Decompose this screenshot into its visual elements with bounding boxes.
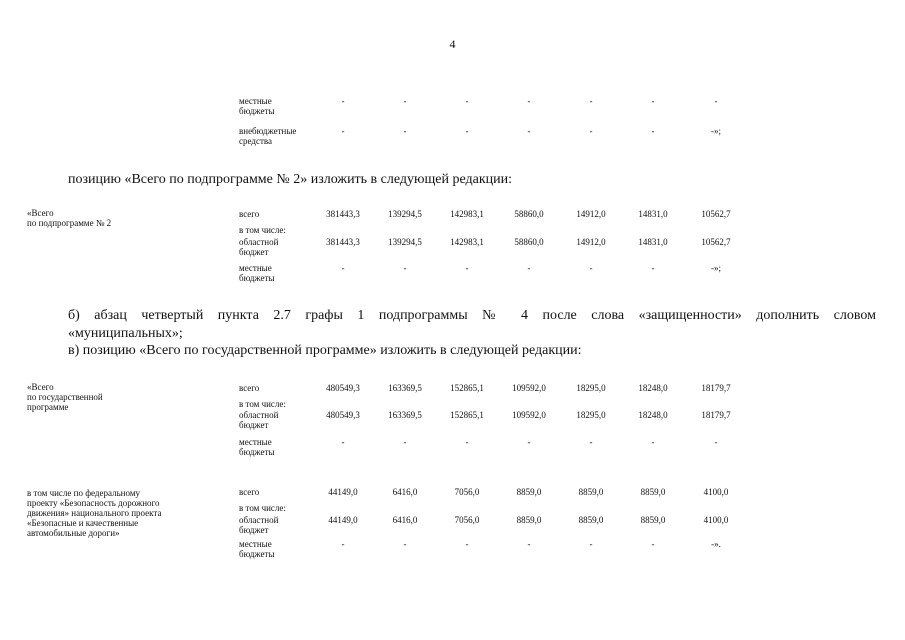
block1-cell: 142983,1 bbox=[450, 209, 484, 219]
block3-cell: 4100,0 bbox=[703, 487, 729, 497]
block1-cell: 14831,0 bbox=[638, 209, 668, 219]
block0-cell: -»; bbox=[711, 126, 721, 136]
block1-cell: 58860,0 bbox=[514, 209, 544, 219]
block0-cell: - bbox=[403, 96, 407, 106]
block2-row-label: местные бюджеты bbox=[239, 437, 275, 457]
block1-cell: 381443,3 bbox=[326, 209, 360, 219]
block2-cell: 152865,1 bbox=[450, 410, 484, 420]
block2-cell: 480549,3 bbox=[326, 410, 360, 420]
block1-cell: 139294,5 bbox=[388, 209, 422, 219]
block1-cell: 142983,1 bbox=[450, 237, 484, 247]
block2-cell: - bbox=[527, 437, 531, 447]
block0-cell: - bbox=[589, 126, 593, 136]
block0-cell: - bbox=[465, 96, 469, 106]
block2-cell: - bbox=[403, 437, 407, 447]
block3-cell: 44149,0 bbox=[328, 487, 358, 497]
block0-cell: - bbox=[341, 126, 345, 136]
block2-cell: 18295,0 bbox=[576, 410, 606, 420]
block1-cell: 10562,7 bbox=[701, 237, 731, 247]
block2-cell: 18179,7 bbox=[701, 383, 731, 393]
block1-cell: 10562,7 bbox=[701, 209, 731, 219]
block3-cell: 7056,0 bbox=[454, 487, 480, 497]
block2-cell: 163369,5 bbox=[388, 410, 422, 420]
block2-cell: 18179,7 bbox=[701, 410, 731, 420]
block3-cell: 4100,0 bbox=[703, 515, 729, 525]
block2-row-label: областной бюджет bbox=[239, 410, 279, 430]
block2-cell: 480549,3 bbox=[326, 383, 360, 393]
block3-cell: - bbox=[465, 539, 469, 549]
block3-row-label: в том числе: bbox=[239, 503, 286, 513]
block0-cell: - bbox=[465, 126, 469, 136]
block3-cell: -». bbox=[711, 539, 721, 549]
block2-cell: - bbox=[714, 437, 718, 447]
block0-cell: - bbox=[589, 96, 593, 106]
block3-cell: 6416,0 bbox=[392, 487, 418, 497]
block1-row-label: областной бюджет bbox=[239, 237, 279, 257]
block3-cell: - bbox=[341, 539, 345, 549]
paragraph-b-line1: б) абзац четвертый пункта 2.7 графы 1 подпрограммы № 4 после слова «защищенности» дополнить словом bbox=[68, 308, 876, 323]
block3-cell: 8859,0 bbox=[516, 515, 542, 525]
page-number: 4 bbox=[449, 37, 456, 51]
block1-cell: 14912,0 bbox=[576, 209, 606, 219]
block0-row-label: внебюджетные средства bbox=[239, 126, 297, 146]
block1-cell: 381443,3 bbox=[326, 237, 360, 247]
block1-row-label: всего bbox=[239, 209, 260, 219]
block1-title: «Всего по подпрограмме № 2 bbox=[27, 208, 112, 228]
paragraph-subprogram-2: позицию «Всего по подпрограмме № 2» изложить в следующей редакции: bbox=[68, 172, 513, 187]
block3-cell: - bbox=[589, 539, 593, 549]
block3-cell: 8859,0 bbox=[516, 487, 542, 497]
block3-row-label: всего bbox=[239, 487, 260, 497]
paragraph-v: в) позицию «Всего по государственной программе» изложить в следующей редакции: bbox=[68, 343, 582, 358]
block0-cell: - bbox=[341, 96, 345, 106]
block2-cell: 18248,0 bbox=[638, 383, 668, 393]
block1-cell: - bbox=[403, 263, 407, 273]
block2-cell: 18248,0 bbox=[638, 410, 668, 420]
block2-cell: - bbox=[341, 437, 345, 447]
block2-cell: 18295,0 bbox=[576, 383, 606, 393]
block1-row-label: местные бюджеты bbox=[239, 263, 275, 283]
block1-cell: 14831,0 bbox=[638, 237, 668, 247]
block3-cell: 7056,0 bbox=[454, 515, 480, 525]
block1-cell: - bbox=[651, 263, 655, 273]
block3-cell: - bbox=[527, 539, 531, 549]
block3-cell: - bbox=[403, 539, 407, 549]
block3-title: в том числе по федеральному проекту «Безопасность дорожного движения» национального проекта «Безопасные и качественные автомобильные дороги» bbox=[27, 488, 162, 538]
block0-cell: - bbox=[527, 96, 531, 106]
block2-cell: 109592,0 bbox=[512, 383, 546, 393]
block2-cell: - bbox=[589, 437, 593, 447]
block1-row-label: в том числе: bbox=[239, 225, 286, 235]
block1-cell: 14912,0 bbox=[576, 237, 606, 247]
block3-cell: 8859,0 bbox=[640, 515, 666, 525]
block1-cell: 58860,0 bbox=[514, 237, 544, 247]
block2-row-label: всего bbox=[239, 383, 260, 393]
block2-cell: 109592,0 bbox=[512, 410, 546, 420]
block3-cell: 44149,0 bbox=[328, 515, 358, 525]
block1-cell: 139294,5 bbox=[388, 237, 422, 247]
block2-title: «Всего по государственной программе bbox=[27, 382, 103, 412]
paragraph-b-line2: «муниципальных»; bbox=[68, 326, 183, 341]
block0-cell: - bbox=[651, 126, 655, 136]
block1-cell: - bbox=[589, 263, 593, 273]
block2-cell: 152865,1 bbox=[450, 383, 484, 393]
block1-cell: -»; bbox=[711, 263, 721, 273]
block1-cell: - bbox=[527, 263, 531, 273]
block2-cell: - bbox=[465, 437, 469, 447]
block0-cell: - bbox=[651, 96, 655, 106]
block2-cell: - bbox=[651, 437, 655, 447]
block1-cell: - bbox=[465, 263, 469, 273]
block3-row-label: местные бюджеты bbox=[239, 539, 275, 559]
block3-cell: 8859,0 bbox=[578, 515, 604, 525]
block3-row-label: областной бюджет bbox=[239, 515, 279, 535]
block2-cell: 163369,5 bbox=[388, 383, 422, 393]
block0-cell: - bbox=[403, 126, 407, 136]
block3-cell: 8859,0 bbox=[640, 487, 666, 497]
block1-cell: - bbox=[341, 263, 345, 273]
block0-cell: - bbox=[714, 96, 718, 106]
block2-row-label: в том числе: bbox=[239, 399, 286, 409]
block0-cell: - bbox=[527, 126, 531, 136]
block0-row-label: местные бюджеты bbox=[239, 96, 275, 116]
block3-cell: - bbox=[651, 539, 655, 549]
block3-cell: 8859,0 bbox=[578, 487, 604, 497]
block3-cell: 6416,0 bbox=[392, 515, 418, 525]
